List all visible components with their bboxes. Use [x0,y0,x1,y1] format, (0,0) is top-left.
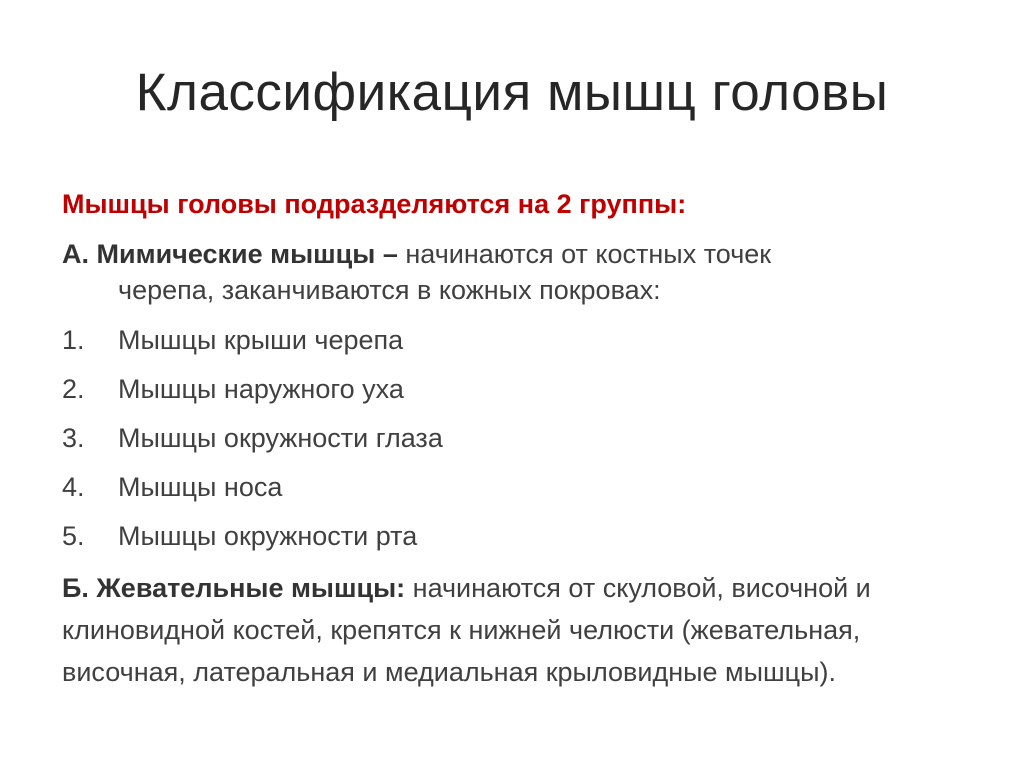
list-item [62,469,982,505]
list-item [62,518,982,554]
list-item-number: 2. [62,374,85,404]
group-a-label: А. Мимические мышцы – [62,239,398,269]
group-a-text-line1: начинаются от костных точек [397,239,772,269]
list-item-text: Мышцы носа [118,472,283,502]
list-item-number: 3. [62,423,85,453]
slide-body [62,186,982,693]
list-item [62,371,982,407]
group-a-paragraph [62,236,982,308]
list-item-number: 5. [62,521,85,551]
slide-title: Классификация мышц головы [135,63,889,122]
list-item-text: Мышцы окружности глаза [118,423,443,453]
list-item [62,322,982,358]
group-b-paragraph [62,567,982,693]
group-b-text: начинаются от скуловой, височной и клиновидной костей, крепятся к нижней челюсти (жевательная, височная, латеральная и медиальная крыловидные мышцы). [62,573,871,687]
list-item-number: 4. [62,472,85,502]
list-item-text: Мышцы крыши черепа [118,325,404,355]
group-b-label: Б. Жевательные мышцы: [62,573,406,603]
list-item-text: Мышцы наружного уха [118,374,404,404]
list-item-text: Мышцы окружности рта [118,521,418,551]
list-item [62,420,982,456]
list-item-number: 1. [62,325,85,355]
group-a-text-line2: черепа, заканчиваются в кожных покровах: [118,275,661,305]
subheading: Мышцы головы подразделяются на 2 группы: [62,189,687,219]
mimic-muscles-list [62,322,982,554]
